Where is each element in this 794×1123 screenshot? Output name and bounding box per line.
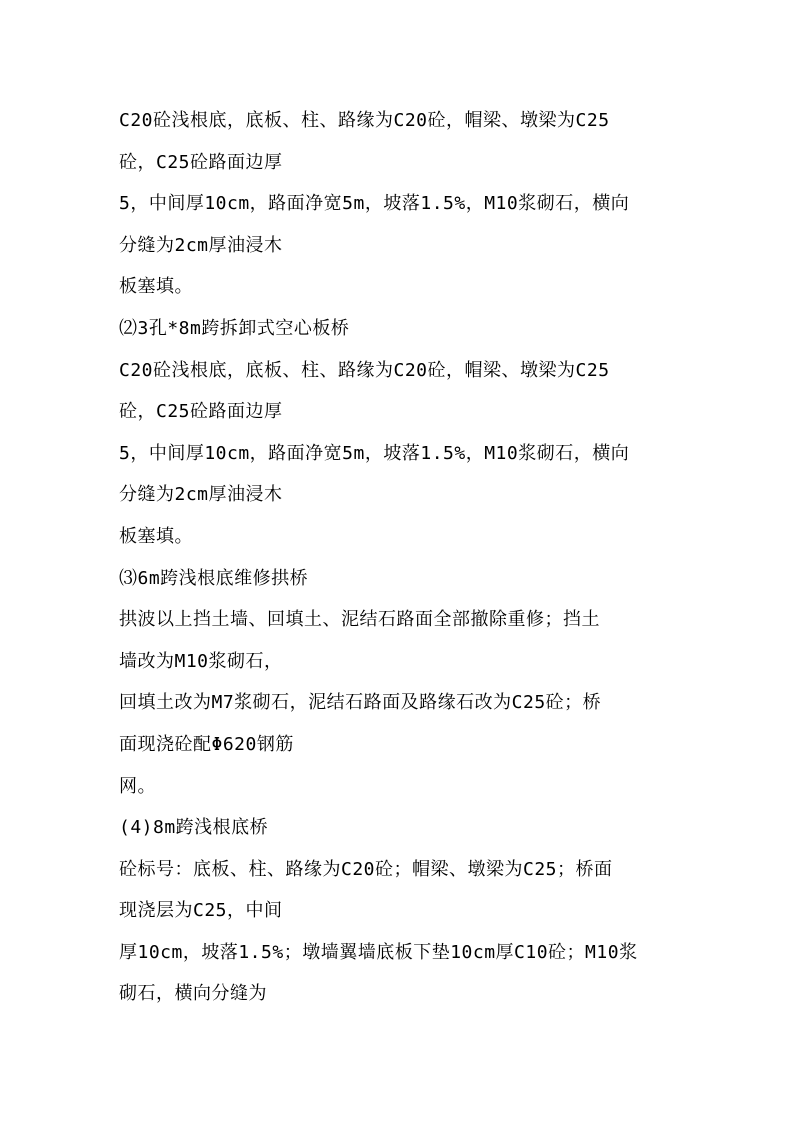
text-line: 分缝为2cm厚油浸木	[119, 484, 283, 506]
text-line: 板塞填。	[119, 525, 193, 547]
text-line: 墙改为M10浆砌石，	[119, 650, 283, 672]
text-line: 厚10cm，坡落1.5%；墩墙翼墙底板下垫10cm厚C10砼；M10浆	[119, 941, 638, 963]
text-line: 5，中间厚10cm，路面净宽5m，坡落1.5%，M10浆砌石，横向	[119, 193, 630, 215]
text-line: 面现浇砼配Φ620钢筋	[119, 733, 294, 755]
text-line: C20砼浅根底，底板、柱、路缘为C20砼，帽梁、墩梁为C25	[119, 359, 610, 381]
text-line: 现浇层为C25，中间	[119, 900, 283, 922]
text-line: 砌石，横向分缝为	[119, 983, 267, 1005]
document-body	[119, 100, 679, 1015]
text-line: 网。	[119, 775, 156, 797]
text-line: 分缝为2cm厚油浸木	[119, 234, 283, 256]
text-line: 板塞填。	[119, 276, 193, 298]
text-line: 拱波以上挡土墙、回填土、泥结石路面全部撤除重修；挡土	[119, 609, 600, 631]
text-line: 砼，C25砼路面边厚	[119, 401, 283, 423]
text-line: 5，中间厚10cm，路面净宽5m，坡落1.5%，M10浆砌石，横向	[119, 442, 630, 464]
section-heading: (4)8m跨浅根底桥	[119, 817, 269, 839]
text-line: 回填土改为M7浆砌石，泥结石路面及路缘石改为C25砼；桥	[119, 692, 602, 714]
text-line: C20砼浅根底，底板、柱、路缘为C20砼，帽梁、墩梁为C25	[119, 110, 610, 131]
section-heading: ⑵3孔*8m跨拆卸式空心板桥	[119, 317, 350, 339]
text-line: 砼标号：底板、柱、路缘为C20砼；帽梁、墩梁为C25；桥面	[119, 858, 613, 880]
section-heading: ⑶6m跨浅根底维修拱桥	[119, 567, 309, 589]
text-line: 砼，C25砼路面边厚	[119, 151, 283, 173]
